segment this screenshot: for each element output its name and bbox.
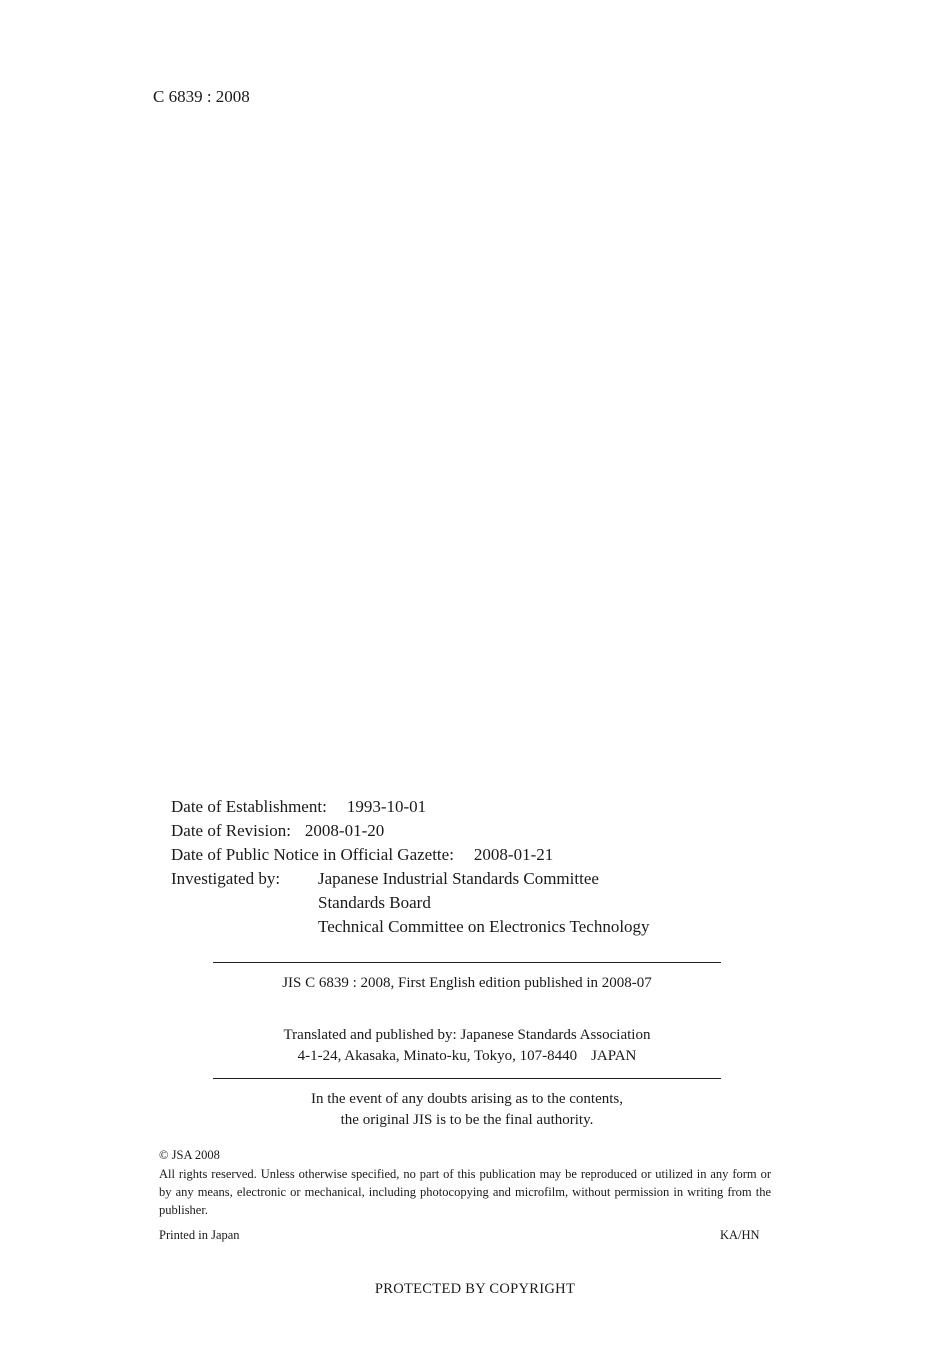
protected-by-copyright: PROTECTED BY COPYRIGHT <box>374 1281 576 1297</box>
authority-note-line: In the event of any doubts arising as to the contents, <box>310 1091 623 1107</box>
authority-note-line: the original JIS is to be the final authority. <box>340 1112 594 1128</box>
document-code: C 6839 : 2008 <box>153 87 250 106</box>
investigated-label: Investigated by: <box>171 869 281 888</box>
gazette-date-row <box>171 843 553 867</box>
country-text: JAPAN <box>591 1048 637 1064</box>
establishment-value: 1993-10-01 <box>346 797 427 816</box>
revision-label: Date of Revision: <box>171 821 291 840</box>
publisher-line: Translated and published by: Japanese Standards Association <box>283 1027 651 1043</box>
revision-date-row <box>171 819 384 843</box>
printed-in: Printed in Japan <box>159 1228 240 1242</box>
establishment-date-row <box>171 795 426 819</box>
gazette-label: Date of Public Notice in Official Gazette: <box>171 845 454 864</box>
investigator-line: Japanese Industrial Standards Committee <box>318 869 599 888</box>
copyright-line: © JSA 2008 <box>159 1148 220 1162</box>
gazette-value: 2008-01-21 <box>473 845 554 864</box>
divider <box>213 962 721 963</box>
rights-notice: All rights reserved. Unless otherwise specified, no part of this publication may be reproduced or utilized in any form or by any means, electronic or mechanical, including photocopying and microfilm, without permission in writing from the publisher. <box>159 1167 771 1217</box>
address-text: 4-1-24, Akasaka, Minato-ku, Tokyo, 107-8440 <box>297 1048 578 1064</box>
edition-statement: JIS C 6839 : 2008, First English edition published in 2008-07 <box>282 975 652 991</box>
publisher-address <box>213 1048 721 1065</box>
divider <box>213 1078 721 1079</box>
investigator-line: Standards Board <box>318 893 431 912</box>
revision-value: 2008-01-20 <box>304 821 385 840</box>
establishment-label: Date of Establishment: <box>171 797 327 816</box>
translator-code: KA/HN <box>720 1228 760 1242</box>
investigator-line: Technical Committee on Electronics Technology <box>318 917 650 936</box>
